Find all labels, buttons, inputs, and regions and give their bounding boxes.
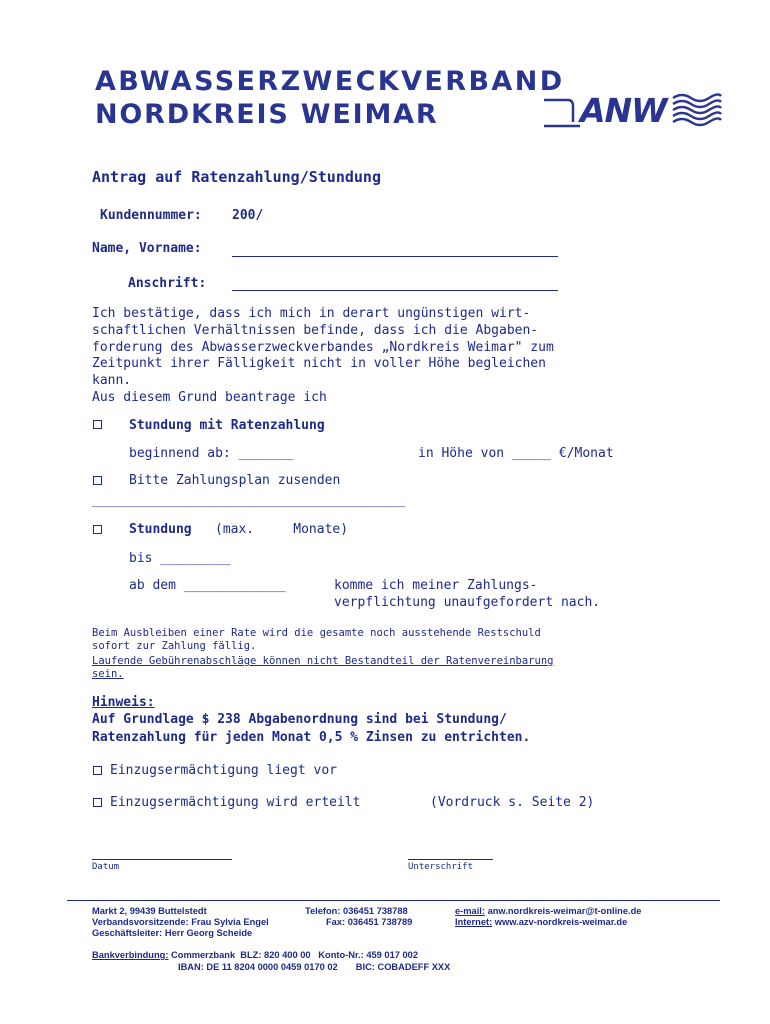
beginnend-field[interactable]: beginnend ab: _______: [129, 446, 294, 461]
note-line1: Beim Ausbleiben einer Rate wird die gesamte noch ausstehende Restschuld: [92, 627, 541, 639]
separator-line: ________________________________________: [92, 493, 406, 508]
footer-address: Markt 2, 99439 Buttelstedt: [92, 906, 207, 916]
option-stundung-label: Stundung: [129, 522, 192, 537]
org-name-line2: NORDKREIS WEIMAR: [95, 99, 439, 130]
note-line3: Laufende Gebührenabschläge können nicht Bestandteil der Ratenvereinbarung: [92, 655, 554, 667]
note-line2: sofort zur Zahlung fällig.: [92, 640, 257, 652]
hinweis-line1: Auf Grundlage $ 238 Abgabenordnung sind bei Stundung/: [92, 712, 507, 727]
anschrift-input-line[interactable]: [232, 290, 558, 291]
footer-telefon: Telefon: 036451 738788: [305, 906, 408, 916]
zahlungsplan-checkbox[interactable]: [93, 476, 102, 485]
hinweis-title: Hinweis:: [92, 695, 155, 710]
footer-bank-line2: IBAN: DE 11 8204 0000 0459 0170 02 BIC: COBADEFF XXX: [178, 962, 451, 972]
stundung-checkbox[interactable]: [93, 525, 102, 534]
footer-bank-label: Bankverbindung:: [92, 950, 169, 960]
footer-geschaeftsleiter: Geschäftsleiter: Herr Georg Scheide: [92, 928, 253, 938]
name-input-line[interactable]: [232, 256, 558, 257]
name-label: Name, Vorname:: [92, 241, 202, 256]
intro-paragraph: Ich bestätige, dass ich mich in derart ungünstigen wirt- schaftlichen Verhältnissen befinde, dass ich die Abgaben- forderung des Abwasserzweckverbandes „Nordkreis Weimar" zum Zeitpunkt ihrer Fälligkeit nicht in voller Höhe begleichen kann. Aus diesem Grund beantrage ich: [92, 306, 554, 405]
anschrift-label: Anschrift:: [128, 276, 207, 291]
footer-internet-link[interactable]: www.azv-nordkreis-weimar.de: [494, 917, 628, 927]
komme-line1: komme ich meiner Zahlungs-: [334, 578, 538, 593]
unterschrift-line[interactable]: [408, 859, 493, 860]
einzug-erteilt-label: Einzugsermächtigung wird erteilt: [110, 795, 361, 810]
datum-line[interactable]: [92, 859, 232, 860]
datum-label: Datum: [92, 862, 120, 872]
footer-email-link[interactable]: anw.nordkreis-weimar@t-online.de: [487, 906, 642, 916]
komme-line2: verpflichtung unaufgefordert nach.: [334, 595, 601, 610]
hoehe-field[interactable]: in Höhe von _____ €/Monat: [418, 446, 614, 461]
ratenzahlung-checkbox[interactable]: [93, 420, 102, 429]
footer-vorsitzende: Verbandsvorsitzende: Frau Sylvia Engel: [92, 917, 269, 927]
einzug-erteilt-checkbox[interactable]: [93, 798, 102, 807]
footer-bank-line1: Commerzbank BLZ: 820 400 00 Konto-Nr.: 459 017 002: [171, 950, 419, 960]
note-line4: sein.: [92, 668, 124, 680]
kundennummer-value: 200/: [232, 208, 264, 223]
abdem-field[interactable]: ab dem _____________: [129, 578, 286, 593]
form-title: Antrag auf Ratenzahlung/Stundung: [92, 168, 381, 186]
option-ratenzahlung-label: Stundung mit Ratenzahlung: [129, 418, 325, 433]
einzug-vorhanden-label: Einzugsermächtigung liegt vor: [110, 763, 337, 778]
footer-fax: Fax: 036451 738789: [326, 917, 413, 927]
bis-field[interactable]: bis _________: [129, 551, 231, 566]
einzug-vorhanden-checkbox[interactable]: [93, 766, 102, 775]
footer-email-label: e-mail:: [455, 906, 485, 916]
zahlungsplan-label: Bitte Zahlungsplan zusenden: [129, 473, 341, 488]
option-stundung-suffix: (max. Monate): [215, 522, 349, 537]
footer-divider: [67, 900, 720, 901]
vordruck-hinweis: (Vordruck s. Seite 2): [430, 795, 595, 810]
unterschrift-label: Unterschrift: [408, 862, 474, 872]
anw-logo-text: ANW: [580, 91, 667, 130]
footer-internet-label: Internet:: [455, 917, 493, 927]
hinweis-line2: Ratenzahlung für jeden Monat 0,5 % Zinsen zu entrichten.: [92, 730, 531, 745]
anw-logo: [540, 90, 725, 130]
org-name-line1: ABWASSERZWECKVERBAND: [95, 66, 565, 97]
kundennummer-label: Kundennummer:: [100, 208, 202, 223]
